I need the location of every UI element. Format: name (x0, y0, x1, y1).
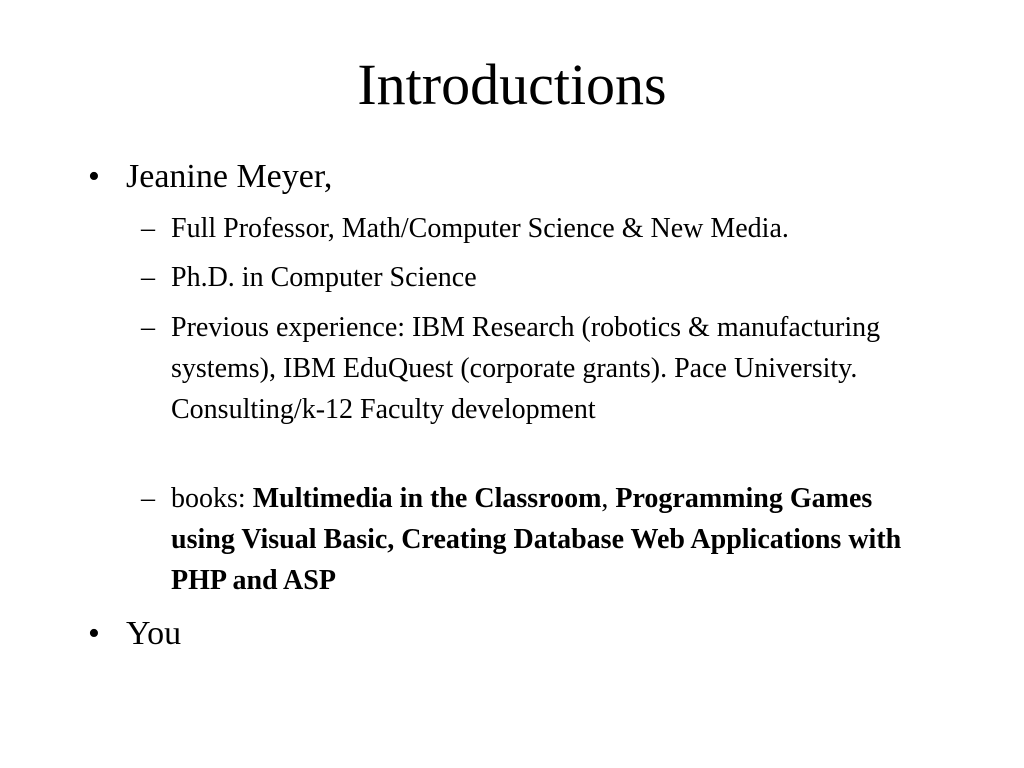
dash-icon: – (141, 213, 155, 244)
books-separator: , (601, 483, 616, 514)
dash-icon: – (141, 312, 155, 343)
books-prefix: books: (171, 483, 253, 514)
bullet-icon: • (88, 615, 100, 652)
subbullet-item (141, 257, 931, 298)
subbullet-text (171, 478, 931, 601)
subbullet-item (141, 307, 931, 430)
bullet-icon: • (88, 158, 100, 195)
dash-icon: – (141, 262, 155, 293)
subbullet-text: Full Professor, Math/Computer Science & New Media. (171, 213, 789, 244)
subbullet-item (141, 478, 931, 601)
bullet-text: You (126, 615, 182, 652)
subbullet-text: Previous experience: IBM Research (robotics & manufacturing systems), IBM EduQuest (corporate grants). Pace University. Consulting/k-12 Faculty development (171, 312, 881, 425)
book-title: Programming Games using Visual Basic, Creating Database Web Applications with PHP and ASP (171, 483, 902, 596)
slide-title: Introductions (357, 52, 667, 117)
dash-icon: – (141, 483, 155, 514)
book-title: Multimedia in the Classroom (252, 483, 602, 514)
subbullet-item (141, 208, 931, 249)
bullet-text: Jeanine Meyer, (126, 158, 333, 195)
subbullet-text: Ph.D. in Computer Science (171, 262, 477, 293)
